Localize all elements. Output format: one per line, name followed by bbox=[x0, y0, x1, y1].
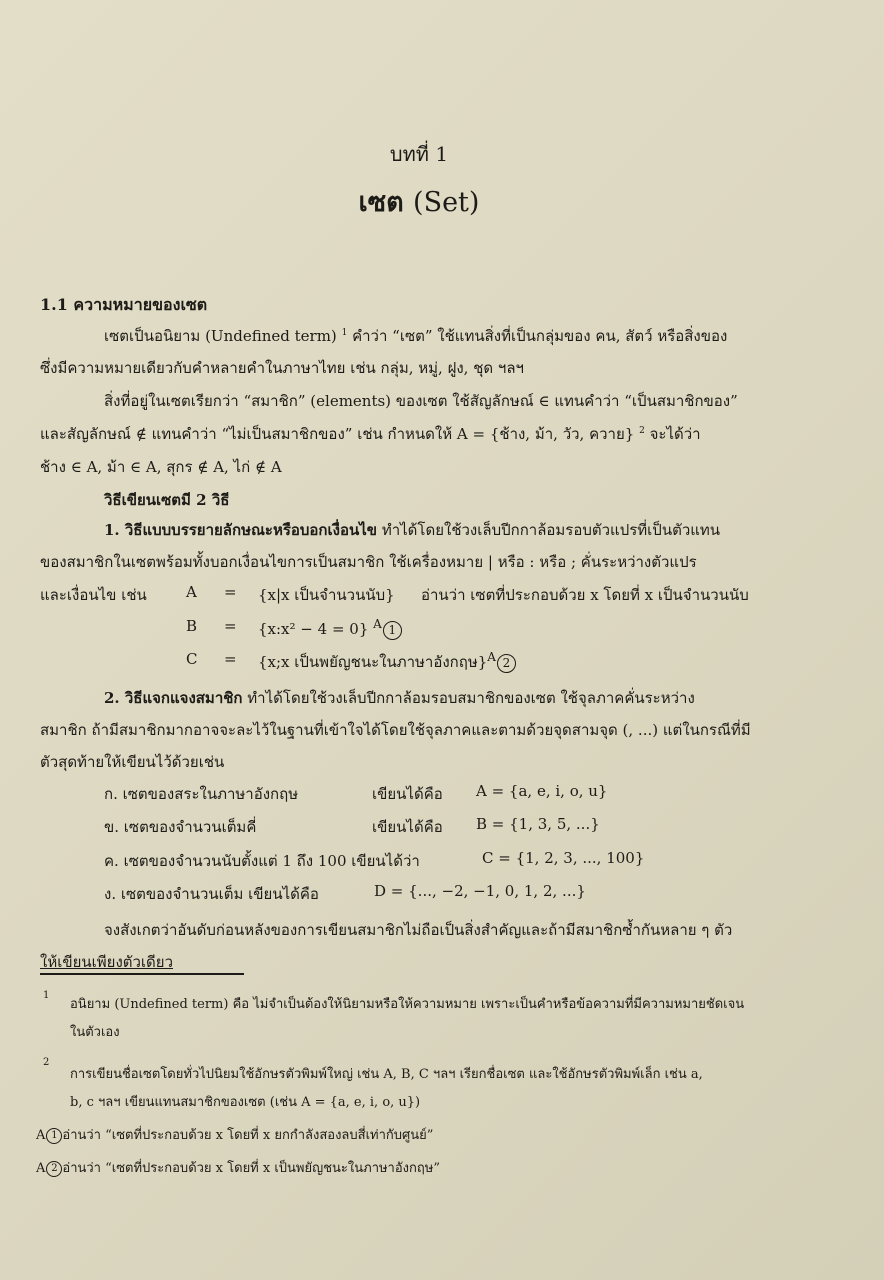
annotation-tag-a2: A bbox=[487, 650, 496, 664]
annotation-2-tag: A bbox=[36, 1161, 46, 1176]
para2-text-a: และสัญลักษณ์ ∉ แทนคำว่า “ไม่เป็นสมาชิกของ” เช่น กำหนดให้ A = {ช้าง, ม้า, วัว, ควาย} bbox=[40, 425, 635, 443]
annotation-2 bbox=[36, 1157, 440, 1178]
example-a-set: {x|x เป็นจำนวนนับ} bbox=[258, 586, 395, 604]
list-item-ko-expr: A = {a, e, i, o, u} bbox=[476, 782, 608, 800]
example-b-set bbox=[258, 617, 402, 640]
method2-line2: สมาชิก ถ้ามีสมาชิกมากอาจจะละไว้ในฐานที่เข้าใจได้โดยใช้จุลภาคและตามด้วยจุดสามจุด (, ...) แต่ในกรณีที่มี bbox=[40, 721, 751, 739]
list-item-ko-label: ก. เซตของสระในภาษาอังกฤษ bbox=[104, 785, 299, 803]
footnote-ref-1: 1 bbox=[341, 328, 348, 338]
footnote-2-line2: b, c ฯลฯ เขียนแทนสมาชิกของเซต (เช่น A = {a, e, i, o, u}) bbox=[70, 1095, 421, 1110]
list-item-ngo-expr: D = {..., −2, −1, 0, 1, 2, ...} bbox=[374, 882, 586, 900]
chapter-title-english: (Set) bbox=[413, 187, 480, 218]
example-b-eq: = bbox=[224, 617, 237, 635]
para2-line1: สิ่งที่อยู่ในเซตเรียกว่า “สมาชิก” (elements) ของเซต ใช้สัญลักษณ์ ∈ แทนคำว่า “เป็นสมาชิกของ” bbox=[104, 392, 738, 410]
note-line1: จงสังเกตว่าอันดับก่อนหลังของการเขียนสมาชิกไม่ถือเป็นสิ่งสำคัญและถ้ามีสมาชิกซ้ำกันหลาย ๆ ตัว bbox=[104, 921, 733, 939]
method2-line1 bbox=[104, 686, 695, 710]
example-c-set-text: {x;x เป็นพยัญชนะในภาษาอังกฤษ} bbox=[258, 653, 488, 671]
annotation-tag-a1: A bbox=[373, 617, 382, 631]
para1-text-b: คำว่า “เซต” ใช้แทนสิ่งที่เป็นกลุ่มของ คน, สัตว์ หรือสิ่งของ bbox=[352, 327, 728, 345]
para1-line2: ซึ่งมีความหมายเดียวกับคำหลายคำในภาษาไทย เช่น กลุ่ม, หมู่, ฝูง, ชุด ฯลฯ bbox=[40, 359, 524, 377]
para2-line3: ช้าง ∈ A, ม้า ∈ A, สุกร ∉ A, ไก่ ∉ A bbox=[40, 458, 282, 476]
method2-line3: ตัวสุดท้ายให้เขียนไว้ด้วยเช่น bbox=[40, 753, 225, 771]
method1-line1 bbox=[104, 518, 720, 542]
note-line2: ให้เขียนเพียงตัวเดียว bbox=[40, 953, 174, 971]
annotation-2-text: อ่านว่า “เซตที่ประกอบด้วย x โดยที่ x เป็นพยัญชนะในภาษาอังกฤษ” bbox=[62, 1161, 440, 1176]
list-item-kho-expr: B = {1, 3, 5, ...} bbox=[476, 815, 600, 833]
example-c-set bbox=[258, 650, 516, 674]
footnote-1-line2: ในตัวเอง bbox=[70, 1025, 120, 1040]
chapter-title-thai: เซต bbox=[358, 187, 404, 218]
chapter-number: บทที่ 1 bbox=[389, 142, 449, 166]
example-c-eq: = bbox=[224, 650, 237, 668]
method2-desc: ทำได้โดยใช้วงเล็บปีกกาล้อมรอบสมาชิกของเซต ใช้จุลภาคคั่นระหว่าง bbox=[247, 689, 695, 707]
annotation-1-text: อ่านว่า “เซตที่ประกอบด้วย x โดยที่ x ยกกำลังสองลบสี่เท่ากับศูนย์” bbox=[62, 1128, 434, 1143]
method1-title: 1. วิธีแบบบรรยายลักษณะหรือบอกเงื่อนไข bbox=[104, 521, 378, 539]
annotation-1-tag: A bbox=[36, 1128, 46, 1143]
list-item-ko-write: เขียนได้คือ bbox=[372, 785, 443, 803]
list-item-kho2-expr: C = {1, 2, 3, ..., 100} bbox=[482, 849, 645, 867]
para1-line1 bbox=[104, 324, 727, 348]
section-heading: 1.1 ความหมายของเซต bbox=[40, 295, 208, 314]
example-a-reading: อ่านว่า เซตที่ประกอบด้วย x โดยที่ x เป็นจำนวนนับ bbox=[421, 586, 749, 604]
method2-title: 2. วิธีแจกแจงสมาชิก bbox=[104, 689, 243, 707]
list-item-kho-write: เขียนได้คือ bbox=[372, 818, 443, 836]
methods-heading: วิธีเขียนเซตมี 2 วิธี bbox=[104, 491, 230, 509]
method1-line3-lead: และเงื่อนไข เช่น bbox=[40, 586, 147, 604]
footnote-divider bbox=[40, 973, 244, 975]
footnote-2-number: 2 bbox=[43, 1057, 50, 1068]
list-item-kho-label: ข. เซตของจำนวนเต็มคี่ bbox=[104, 818, 257, 836]
para1-text-a: เซตเป็นอนิยาม (Undefined term) bbox=[104, 327, 337, 345]
circled-number-2: 2 bbox=[497, 654, 516, 673]
example-a-name: A bbox=[186, 583, 197, 601]
annotation-2-circled-number: 2 bbox=[46, 1161, 62, 1177]
example-c-name: C bbox=[186, 650, 198, 668]
annotation-1 bbox=[36, 1124, 433, 1145]
example-a-eq: = bbox=[224, 583, 237, 601]
method1-line2: ของสมาชิกในเซตพร้อมทั้งบอกเงื่อนไขการเป็นสมาชิก ใช้เครื่องหมาย | หรือ : หรือ ; คั่นระหว่างตัวแปร bbox=[40, 553, 697, 571]
footnote-2-line1: การเขียนชื่อเซตโดยทั่วไปนิยมใช้อักษรตัวพิมพ์ใหญ่ เช่น A, B, C ฯลฯ เรียกชื่อเซต และใช้อักษรตัวพิมพ์เล็ก เช่น a, bbox=[70, 1067, 703, 1082]
footnote-ref-2: 2 bbox=[639, 426, 645, 436]
method1-desc: ทำได้โดยใช้วงเล็บปีกกาล้อมรอบตัวแปรที่เป็นตัวแทน bbox=[381, 521, 721, 539]
para2-line2 bbox=[40, 422, 701, 446]
example-b-set-text: {x:x² − 4 = 0} bbox=[258, 620, 369, 638]
footnote-1-number: 1 bbox=[43, 990, 50, 1001]
list-item-ngo-label: ง. เซตของจำนวนเต็ม เขียนได้คือ bbox=[104, 885, 319, 903]
list-item-kho2-label: ค. เซตของจำนวนนับตั้งแต่ 1 ถึง 100 เขียนได้ว่า bbox=[104, 852, 420, 870]
footnote-1-line1: อนิยาม (Undefined term) คือ ไม่จำเป็นต้องให้นิยามหรือให้ความหมาย เพราะเป็นคำหรือข้อความที่มีความหมายชัดเจน bbox=[70, 997, 745, 1012]
example-b-name: B bbox=[186, 617, 198, 635]
annotation-1-circled-number: 1 bbox=[46, 1128, 62, 1144]
chapter-title bbox=[0, 180, 838, 223]
circled-number-1: 1 bbox=[383, 621, 402, 640]
para2-text-b: จะได้ว่า bbox=[649, 425, 701, 443]
